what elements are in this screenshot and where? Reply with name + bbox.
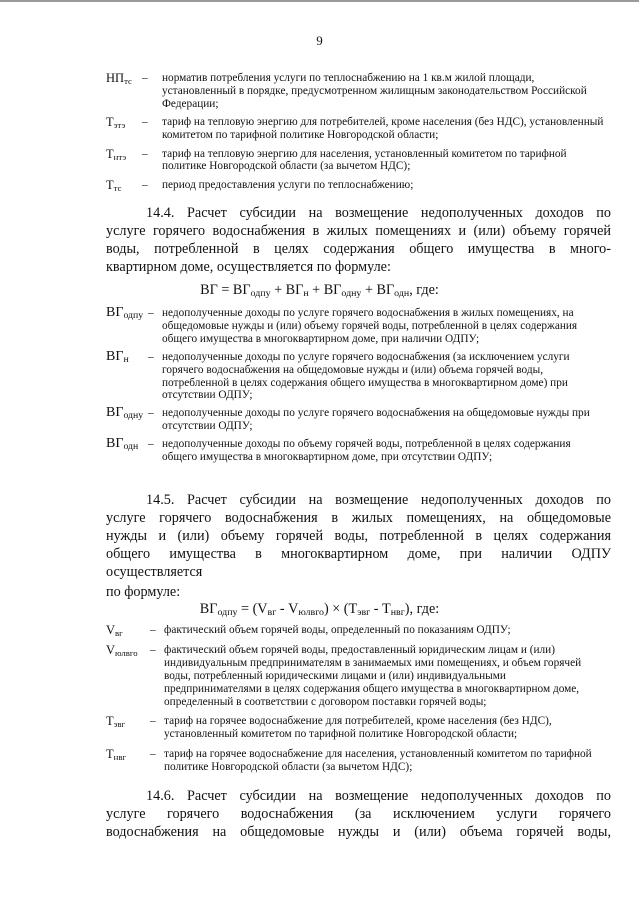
formula-total: ВГ = $ВГ_{одпу} + ВГ_н + ВГ_{одну} + ВГ_{одн}$, где: xyxy=(200,282,439,299)
definition-symbol: $Т_{этэ}$ xyxy=(106,114,126,130)
definition-item: $ВГ_{одпу}$ – недополученные доходы по услуге горячего водоснабжения в жилых помещениях, на общедомовые нужды и (или) объему горячей воды, потребленной в целях содержания общего имущества в многоквартирном доме, при наличии ОДПУ; xyxy=(106,307,606,346)
definition-text: фактический объем горячей воды, определенный по показаниям ОДПУ; xyxy=(164,624,511,636)
definition-symbol: $ВГ_{одну}$ xyxy=(106,405,144,422)
definition-symbol: $Т_{эвг}$ xyxy=(106,714,126,730)
paragraph-14-6: 14.6. Расчет субсидии на возмещение недополученных доходов по услуге горячего водоснабжения (за исключением услуги горячего водоснабжения на общедомовые нужды и (или) объема горячей воды, xyxy=(106,788,611,840)
definition-text: недополученные доходы по услуге горячего водоснабжения на общедомовые нужды при отсутствии ОДПУ; xyxy=(162,407,590,433)
definition-symbol: $V_{вг}$ xyxy=(106,623,123,638)
paragraph-14-5: 14.5. Расчет субсидии на возмещение недополученных доходов по услуге горячего водоснабжения в жилых помещениях, на общедомовые нужды и (или) объему горячей воды, потребленной в целях содержания общего имущества в многоквартирном доме, при наличии ОДПУ осуществляется xyxy=(106,492,611,580)
definition-symbol: $ВГ_{одпу}$ xyxy=(106,305,144,321)
definition-text: недополученные доходы по услуге горячего водоснабжения (за исключением услуги горячего водоснабжения на общедомовые нужды и (или) объема горячей воды, потребленной в целях содержания общего имущества в многоквартирном доме) при отсутствии ОДПУ; xyxy=(162,350,570,402)
definition-symbol: $ВГ_н$ xyxy=(106,348,129,365)
scan-edge xyxy=(0,0,639,2)
definition-symbol: $Т_{нтэ}$ xyxy=(106,146,127,162)
definition-text: фактический объем горячей воды, предоставленный юридическим лицам и (или) индивидуальным предпринимателям в занимаемых ими помещениях, и объем горячей воды, потребленный юридическими лицами и (или) индивидуальными предпринимателями в целях содержания общего имущества в многоквартирном доме, определенный в соответствии с договором поставки горячей воды; xyxy=(164,643,582,708)
definition-item: $V_{вг}$ – фактический объем горячей воды, определенный по показаниям ОДПУ; xyxy=(106,624,606,637)
definition-text: тариф на тепловую энергию для потребителей, кроме населения (без НДС), установленный комитетом по тарифной политике Новгородской области; xyxy=(162,115,604,141)
definition-item: $Т_{этэ}$ – тариф на тепловую энергию для потребителей, кроме населения (без НДС), установленный комитетом по тарифной политике Новгородской области; xyxy=(106,116,606,142)
definitions-heat xyxy=(106,72,606,192)
definition-item: $V_{юлвго}$ – фактический объем горячей воды, предоставленный юридическим лицам и (или) индивидуальным предпринимателям в занимаемых ими помещениях, и объем горячей воды, потребленный юридическими лицами и (или) индивидуальными предпринимателями в целях содержания общего имущества в многоквартирном доме, определенный в соответствии с договором поставки горячей воды; xyxy=(106,644,606,709)
definition-text: норматив потребления услуги по теплоснабжению на 1 кв.м жилой площади, установленный в порядке, предусмотренном жилищным законодательством Российской Федерации; xyxy=(162,72,587,110)
definition-item: $Т_{нтэ}$ – тариф на тепловую энергию для населения, установленный комитетом по тарифной политике Новгородской области (за вычетом НДС); xyxy=(106,148,606,174)
formula-vg-odpu: $ВГ_{одпу} = (V_{вг} - V_{юлвго}) \times (Т_{эвг} - Т_{нвг})$, где: xyxy=(199,601,440,618)
paragraph-14-4: 14.4. Расчет субсидии на возмещение недополученных доходов по услуге горячего водоснабжения в жилых помещениях и (или) объему горячей воды, потребленной в целях содержания общего имущества в много- квартирном доме, осуществляется по формуле: xyxy=(106,205,611,275)
definitions-hot-water xyxy=(106,624,606,774)
definition-item: $ВГ_н$ – недополученные доходы по услуге горячего водоснабжения (за исключением услуги горячего водоснабжения на общедомовые нужды и (или) объема горячей воды, потребленной в целях содержания общего имущества в многоквартирном доме) при отсутствии ОДПУ; xyxy=(106,351,606,403)
page-number: 9 xyxy=(316,33,323,48)
formula-intro: по формуле: xyxy=(106,584,181,600)
definitions-vg xyxy=(106,307,606,464)
definition-item: $ВГ_{одн}$ – недополученные доходы по объему горячей воды, потребленной в целях содержания общего имущества в многоквартирном доме, при отсутствии ОДПУ; xyxy=(106,438,606,464)
definition-symbol: $V_{юлвго}$ xyxy=(106,642,138,658)
definition-symbol: $Т_{нвг}$ xyxy=(106,747,127,763)
definition-text: недополученные доходы по услуге горячего водоснабжения в жилых помещениях, на общедомовые нужды и (или) объему горячей воды, потребленной в целях содержания общего имущества в многоквартирном доме, при наличии ОДПУ; xyxy=(162,307,578,345)
definition-item: $Т_{тс}$ – период предоставления услуги по теплоснабжению; xyxy=(106,179,606,192)
definition-symbol: $Т_{тс}$ xyxy=(106,178,122,194)
definition-text: тариф на горячее водоснабжение для потребителей, кроме населения (без НДС), установленный комитетом по тарифной политике Новгородской области; xyxy=(164,715,552,741)
definition-item: $НП_{тс}$ – норматив потребления услуги по теплоснабжению на 1 кв.м жилой площади, установленный в порядке, предусмотренном жилищным законодательством Российской Федерации; xyxy=(106,72,606,111)
definition-text: период предоставления услуги по теплоснабжению; xyxy=(162,179,414,192)
definition-item: $Т_{нвг}$ – тариф на горячее водоснабжение для населения, установленный комитетом по тарифной политике Новгородской области (за вычетом НДС); xyxy=(106,748,606,774)
definition-text: недополученные доходы по объему горячей воды, потребленной в целях содержания общего имущества в многоквартирном доме, при отсутствии ОДПУ; xyxy=(162,438,571,464)
definition-symbol: $НП_{тс}$ xyxy=(106,71,132,86)
definition-text: тариф на горячее водоснабжение для населения, установленный комитетом по тарифной политике Новгородской области (за вычетом НДС); xyxy=(164,748,592,774)
definition-text: тариф на тепловую энергию для населения, установленный комитетом по тарифной политике Новгородской области (за вычетом НДС); xyxy=(162,147,567,173)
definition-symbol: $ВГ_{одн}$ xyxy=(106,436,139,453)
definition-item: $ВГ_{одну}$ – недополученные доходы по услуге горячего водоснабжения на общедомовые нужды при отсутствии ОДПУ; xyxy=(106,407,606,433)
definition-item: $Т_{эвг}$ – тариф на горячее водоснабжение для потребителей, кроме населения (без НДС), установленный комитетом по тарифной политике Новгородской области; xyxy=(106,715,606,741)
